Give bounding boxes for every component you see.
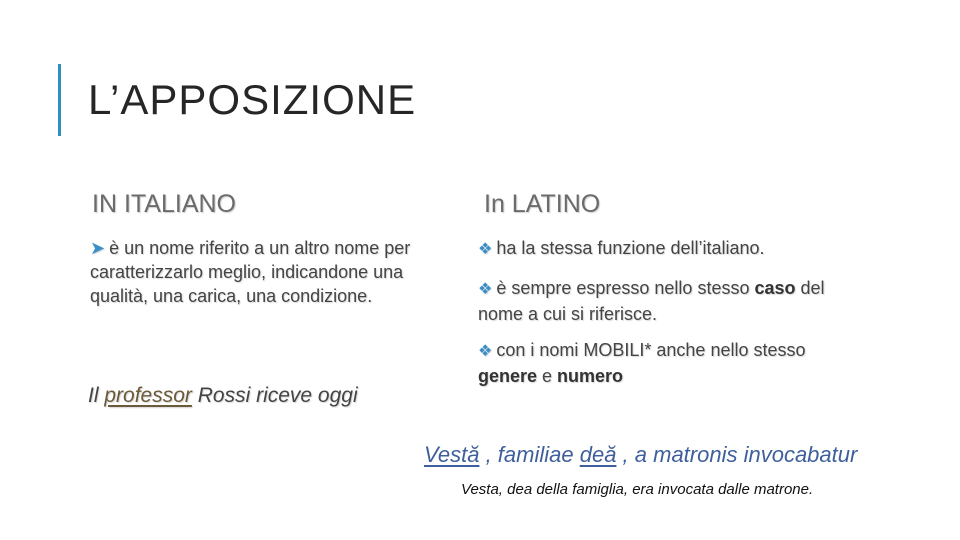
heading-latino: In LATINO [484, 190, 601, 218]
example-pre: Il [88, 384, 105, 407]
example-post: Rossi riceve oggi [191, 384, 358, 407]
example-apposition-word: professor [104, 384, 192, 407]
latino-point-3-bold-genere: genere [478, 366, 538, 386]
latino-point-3-mid: e [537, 366, 558, 386]
latin-example-sentence [424, 442, 857, 468]
arrow-bullet-icon: ➤ [90, 238, 106, 258]
latin-sentence-post: , a matronis invocabatur [616, 442, 858, 467]
latino-point-1 [478, 236, 858, 262]
latino-point-2 [478, 276, 868, 326]
title-accent-bar [58, 64, 61, 136]
latin-sentence-mid: , familiae [479, 442, 580, 467]
latino-point-3-bold-numero: numero [557, 366, 624, 386]
latino-point-2-post: del nome a cui si riferisce. [478, 278, 825, 324]
italian-translation: Vesta, dea della famiglia, era invocata dalle matrone. [461, 481, 814, 498]
italiano-definition: è un nome riferito a un altro nome per caratterizzarlo meglio, indicandone una qualità, una carica, una condizione. [90, 238, 411, 306]
heading-italiano: IN ITALIANO [92, 190, 237, 218]
latino-point-3 [478, 338, 868, 388]
latino-point-2-pre: è sempre espresso nello stesso [496, 278, 755, 298]
italiano-example [88, 384, 358, 408]
latin-word-dea: deă [579, 442, 617, 467]
latino-point-1-text: ha la stessa funzione dell’italiano. [496, 238, 765, 258]
latino-point-2-bold: caso [754, 278, 796, 298]
latin-word-vesta: Vestă [424, 442, 480, 467]
diamond-bullet-icon: ❖ [478, 241, 493, 258]
italiano-definition-item [90, 236, 450, 308]
latino-point-3-pre: con i nomi MOBILI* anche nello stesso [496, 340, 806, 360]
diamond-bullet-icon: ❖ [478, 343, 493, 360]
slide-title: L’APPOSIZIONE [88, 76, 417, 123]
diamond-bullet-icon: ❖ [478, 281, 493, 298]
